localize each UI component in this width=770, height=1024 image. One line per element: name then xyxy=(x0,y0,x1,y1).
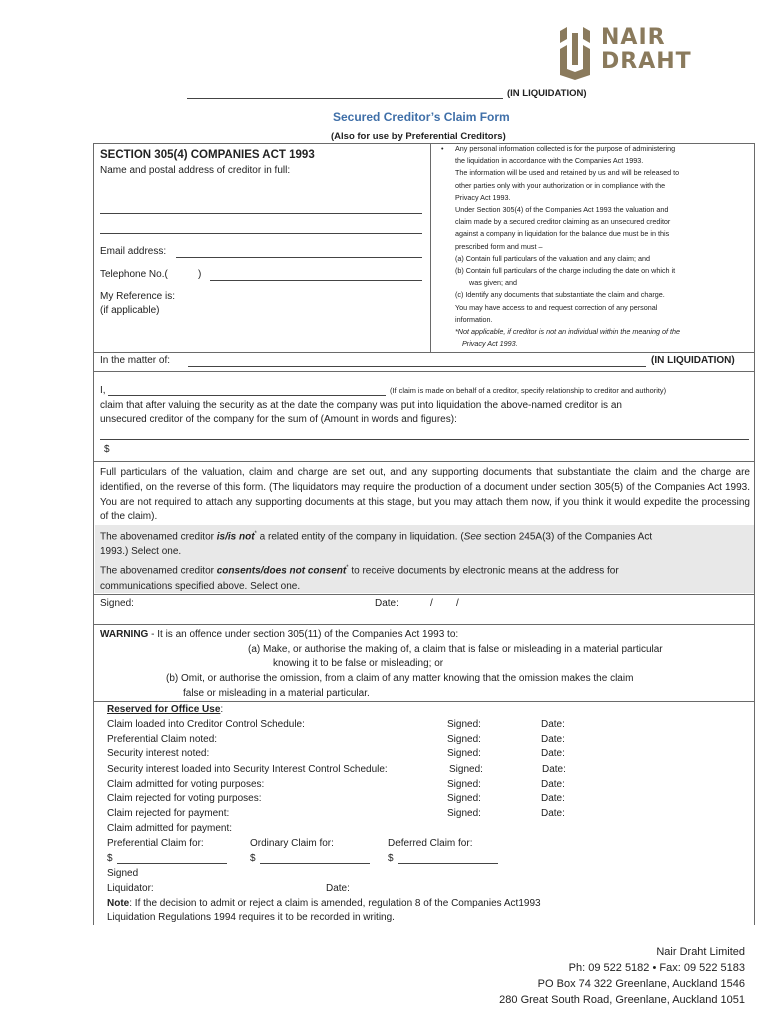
office-row-signed: Signed: xyxy=(447,734,481,745)
company-logo xyxy=(555,23,720,83)
logo-line-1: NAIR xyxy=(601,25,666,50)
consent-asterisk: * xyxy=(346,565,349,571)
creditor-name-line-2[interactable] xyxy=(100,233,422,234)
company-name-line xyxy=(187,98,503,99)
preferential-amount-field[interactable] xyxy=(117,863,227,864)
privacy-line: (b) Contain full particulars of the charge including the date on which it xyxy=(455,266,676,276)
related-post: section 245A(3) of the Companies Act xyxy=(481,531,653,543)
liquidator-date-label: Date: xyxy=(326,883,350,894)
office-row-signed: Signed: xyxy=(447,793,481,804)
telephone-field[interactable] xyxy=(210,280,422,281)
telephone-label: Telephone No.( xyxy=(100,269,168,280)
signed-label: Signed: xyxy=(100,598,134,609)
admitted-payment-label: Claim admitted for payment: xyxy=(107,823,233,834)
ordinary-dollar: $ xyxy=(250,853,256,864)
matter-company-field[interactable] xyxy=(188,366,646,367)
office-row-date: Date: xyxy=(541,808,565,819)
office-row-label: Claim rejected for voting purposes: xyxy=(107,793,262,804)
office-row-date: Date: xyxy=(542,764,566,775)
office-row-signed: Signed: xyxy=(447,808,481,819)
office-row-date: Date: xyxy=(541,779,565,790)
privacy-line: claim made by a secured creditor claiming as an unsecured creditor xyxy=(455,217,671,227)
note-label: Note xyxy=(107,898,130,909)
office-row-label: Claim loaded into Creditor Control Schedule: xyxy=(107,719,305,730)
claim-amount-words-field[interactable] xyxy=(100,439,749,440)
creditor-name-line-1[interactable] xyxy=(100,213,422,214)
privacy-line: (a) Contain full particulars of the valuation and any claim; and xyxy=(455,253,650,263)
behalf-note: (If claim is made on behalf of a creditor, specify relationship to creditor and authority) xyxy=(390,386,667,395)
office-row-label: Preferential Claim noted: xyxy=(107,734,218,745)
claim-dollar-sign: $ xyxy=(104,444,110,455)
office-note-line-2: Liquidation Regulations 1994 requires it to be recorded in writing. xyxy=(107,912,395,923)
footer-pobox: PO Box 74 322 Greenlane, Auckland 1546 xyxy=(537,978,745,990)
ordinary-label: Ordinary Claim for: xyxy=(250,838,334,849)
consent-line-2: communications specified above. Select one. xyxy=(100,581,301,592)
warning-label: WARNING xyxy=(100,629,149,640)
related-choice[interactable]: is/is not xyxy=(216,531,255,543)
office-row-label: Security interest noted: xyxy=(107,748,210,759)
office-row-signed: Signed: xyxy=(447,719,481,730)
header-in-liquidation: (IN LIQUIDATION) xyxy=(507,88,587,99)
preferential-label: Preferential Claim for: xyxy=(107,838,204,849)
form-title: Secured Creditor’s Claim Form xyxy=(333,110,510,124)
particulars-text: Full particulars of the valuation, claim and charge are set out, and any supporting documents that substantiate the claim and the charge are identified, on the reverse of this form. (The liquidators may require the production of a document under section 305(5) of the Companies Act 1993. You are not required to attach any supporting documents at this stage, but you may attach them now, if you think it would expedite the processing of the claim). xyxy=(100,467,750,523)
related-line-2: 1993.) Select one. xyxy=(100,546,182,557)
privacy-line: You may have access to and request correction of any personal xyxy=(455,302,658,312)
warning-a-line-2: knowing it to be false or misleading; or xyxy=(273,658,444,669)
logo-mark-icon xyxy=(555,23,595,81)
office-note-line-1 xyxy=(107,897,541,910)
date-slash-1: / xyxy=(430,598,433,609)
privacy-line: the liquidation in accordance with the Companies Act 1993. xyxy=(455,156,644,166)
matter-suffix: (IN LIQUIDATION) xyxy=(651,355,735,366)
office-row-label: Claim admitted for voting purposes: xyxy=(107,779,265,790)
privacy-line: against a company in liquidation for the balance due must be in this xyxy=(455,229,670,239)
privacy-line: The information will be used and retained by us and will be released to xyxy=(455,168,680,178)
privacy-line: other parties only with your authorization or in compliance with the xyxy=(455,180,666,190)
privacy-bullet: • xyxy=(441,144,444,153)
footer-street: 280 Great South Road, Greenlane, Auckland 1051 xyxy=(499,994,745,1006)
claimant-label: I, xyxy=(100,385,106,396)
footer-company: Nair Draht Limited xyxy=(656,946,745,958)
consent-choice[interactable]: consents/does not consent xyxy=(216,565,347,577)
related-pre: The abovenamed creditor xyxy=(100,531,217,543)
privacy-line: prescribed form and must – xyxy=(455,241,543,251)
section-heading: SECTION 305(4) COMPANIES ACT 1993 xyxy=(100,149,315,161)
privacy-line: Any personal information collected is for the purpose of administering xyxy=(455,144,676,153)
claim-line-1: claim that after valuing the security as at the date the company was put into liquidation the above-named creditor is an xyxy=(100,400,622,411)
creditor-name-label: Name and postal address of creditor in full: xyxy=(100,165,291,176)
date-slash-2: / xyxy=(456,598,459,609)
privacy-line: Privacy Act 1993. xyxy=(455,192,511,202)
consent-post: to receive documents by electronic means at the address for xyxy=(348,565,619,577)
warning-text: - It is an offence under section 305(11) of the Companies Act 1993 to: xyxy=(148,629,459,640)
deferred-dollar: $ xyxy=(388,853,394,864)
office-row-date: Date: xyxy=(541,748,565,759)
telephone-paren: ) xyxy=(198,269,202,280)
office-row-date: Date: xyxy=(541,719,565,730)
liquidator-label: Liquidator: xyxy=(107,883,154,894)
office-row-signed: Signed: xyxy=(449,764,483,775)
office-row-signed: Signed: xyxy=(447,779,481,790)
office-row-date: Date: xyxy=(541,793,565,804)
email-label: Email address: xyxy=(100,246,167,257)
office-heading-text: Reserved for Office Use xyxy=(107,704,221,715)
office-signed-label: Signed xyxy=(107,868,139,879)
consent-line xyxy=(100,562,619,577)
privacy-line: was given; and xyxy=(469,278,517,288)
warning-b-line-2: false or misleading in a material particular. xyxy=(183,688,370,699)
office-row-label: Claim rejected for payment: xyxy=(107,808,230,819)
office-row-signed: Signed: xyxy=(447,748,481,759)
matter-label: In the matter of: xyxy=(100,355,171,366)
note-text: : If the decision to admit or reject a claim is amended, regulation 8 of the Companies Act1993 xyxy=(129,898,541,909)
privacy-line: (c) Identify any documents that substantiate the claim and charge. xyxy=(455,290,665,300)
related-entity-line xyxy=(100,528,652,543)
ordinary-amount-field[interactable] xyxy=(260,863,370,864)
email-field[interactable] xyxy=(176,257,422,258)
claim-line-2: unsecured creditor of the company for the sum of (Amount in words and figures): xyxy=(100,414,457,425)
privacy-line: Privacy Act 1993. xyxy=(462,339,518,349)
reference-note: (if applicable) xyxy=(100,305,160,316)
claimant-name-field[interactable] xyxy=(108,395,386,396)
office-row-label: Security interest loaded into Security Interest Control Schedule: xyxy=(107,764,388,775)
footer-phone: Ph: 09 522 5182 • Fax: 09 522 5183 xyxy=(568,962,745,974)
privacy-line: *Not applicable, if creditor is not an individual within the meaning of the xyxy=(455,327,680,337)
preferential-dollar: $ xyxy=(107,853,113,864)
related-asterisk: * xyxy=(254,531,257,537)
privacy-line: Under Section 305(4) of the Companies Act 1993 the valuation and xyxy=(455,205,669,215)
warning-b-line-1: (b) Omit, or authorise the omission, from a claim of any matter knowing that the omission makes the claim xyxy=(166,673,634,684)
warning-a-line-1: (a) Make, or authorise the making of, a claim that is false or misleading in a material particular xyxy=(248,644,663,655)
form-subtitle: (Also for use by Preferential Creditors) xyxy=(331,131,506,142)
deferred-amount-field[interactable] xyxy=(398,863,498,864)
privacy-line: information. xyxy=(455,314,493,324)
office-row-date: Date: xyxy=(541,734,565,745)
consent-pre: The abovenamed creditor xyxy=(100,565,217,577)
warning-line xyxy=(100,628,458,641)
deferred-label: Deferred Claim for: xyxy=(388,838,473,849)
related-mid: a related entity of the company in liquidation. ( xyxy=(256,531,464,543)
reference-label: My Reference is: xyxy=(100,291,176,302)
related-see: See xyxy=(463,531,482,543)
privacy-notice xyxy=(455,143,751,350)
logo-line-2: DRAHT xyxy=(601,49,692,74)
date-label: Date: xyxy=(375,598,399,609)
office-heading: Reserved for Office Use: xyxy=(107,704,224,715)
